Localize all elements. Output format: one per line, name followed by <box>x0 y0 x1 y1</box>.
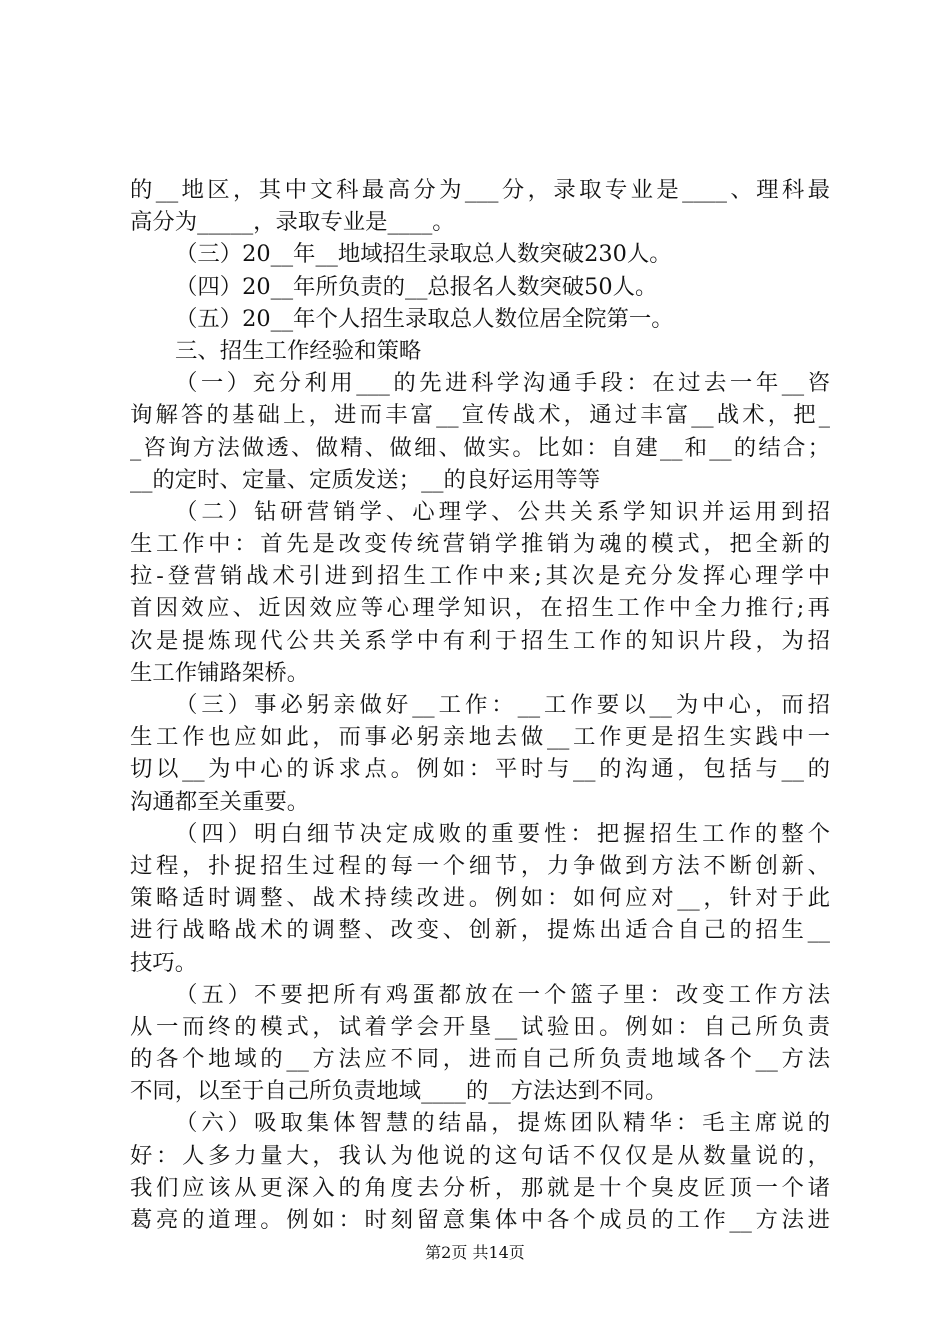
text-line: 拉-登营销战术引进到招生工作中来;其次是充分发挥心理学中 <box>130 563 830 590</box>
text-line: 生工作也应如此，而事必躬亲地去做__工作更是招生实践中一 <box>130 724 830 751</box>
text-line: （四）明白细节决定成败的重要性：把握招生工作的整个 <box>175 820 830 847</box>
text-line: 的各个地域的__方法应不同，进而自己所负责地域各个__方法 <box>130 1046 830 1073</box>
text-line: 三、招生工作经验和策略 <box>175 337 422 364</box>
text-line: 进行战略战术的调整、改变、创新，提炼出适合自己的招生__ <box>130 917 830 944</box>
text-line: （二）钻研营销学、心理学、公共关系学知识并运用到招 <box>175 498 830 525</box>
text-line: 技巧。 <box>130 949 198 976</box>
document-body <box>130 174 830 1236</box>
text-line: （五）不要把所有鸡蛋都放在一个篮子里：改变工作方法 <box>175 981 830 1008</box>
text-line: 葛亮的道理。例如：时刻留意集体中各个成员的工作__方法进 <box>130 1207 830 1233</box>
text-line: 过程，扑捉招生过程的每一个细节，力争做到方法不断创新、 <box>130 852 830 879</box>
text-line: （三）事必躬亲做好__工作：__工作要以__为中心，而招 <box>175 692 830 718</box>
text-line: 好：人多力量大，我认为他说的这句话不仅仅是从数量说的， <box>130 1142 830 1169</box>
text-line: _咨询方法做透、做精、做细、做实。比如：自建__和__的结合； <box>130 434 830 461</box>
page-footer: 第2页 共14页 <box>425 1243 525 1262</box>
text-line: 从一而终的模式，试着学会开垦__试验田。例如：自己所负责 <box>130 1013 830 1040</box>
text-line: （三）20__年__地域招生录取总人数突破230人。 <box>175 241 672 268</box>
text-line: 次是提炼现代公共关系学中有利于招生工作的知识片段，为招 <box>130 627 830 654</box>
text-line: __的定时、定量、定质发送；__的良好运用等等 <box>130 466 601 493</box>
text-line: 我们应该从更深入的角度去分析，那就是十个臭皮匠顶一个诸 <box>130 1174 830 1201</box>
text-line: 不同，以至于自己所负责地域____的__方法达到不同。 <box>130 1078 668 1105</box>
text-line: 的__地区，其中文科最高分为___分，录取专业是____、理科最 <box>130 177 830 203</box>
text-line: 询解答的基础上，进而丰富__宣传战术，通过丰富__战术，把_ <box>130 402 830 429</box>
text-line: 高分为_____，录取专业是____。 <box>130 209 455 236</box>
text-line: 沟通都至关重要。 <box>130 788 310 815</box>
text-line: 生工作中：首先是改变传统营销学推销为魂的模式，把全新的 <box>130 531 830 558</box>
text-line: （六）吸取集体智慧的结晶，提炼团队精华：毛主席说的 <box>175 1110 830 1137</box>
text-line: （四）20__年所负责的__总报名人数突破50人。 <box>175 273 658 300</box>
text-line: （一）充分利用___的先进科学沟通手段：在过去一年__咨 <box>175 370 830 397</box>
text-line: （五）20__年个人招生录取总人数位居全院第一。 <box>175 305 674 332</box>
text-line: 策略适时调整、战术持续改进。例如：如何应对__，针对于此 <box>130 885 830 912</box>
text-line: 首因效应、近因效应等心理学知识，在招生工作中全力推行;再 <box>130 595 830 622</box>
text-line: 切以__为中心的诉求点。例如：平时与__的沟通，包括与__的 <box>130 756 830 783</box>
text-line: 生工作铺路架桥。 <box>130 659 310 686</box>
